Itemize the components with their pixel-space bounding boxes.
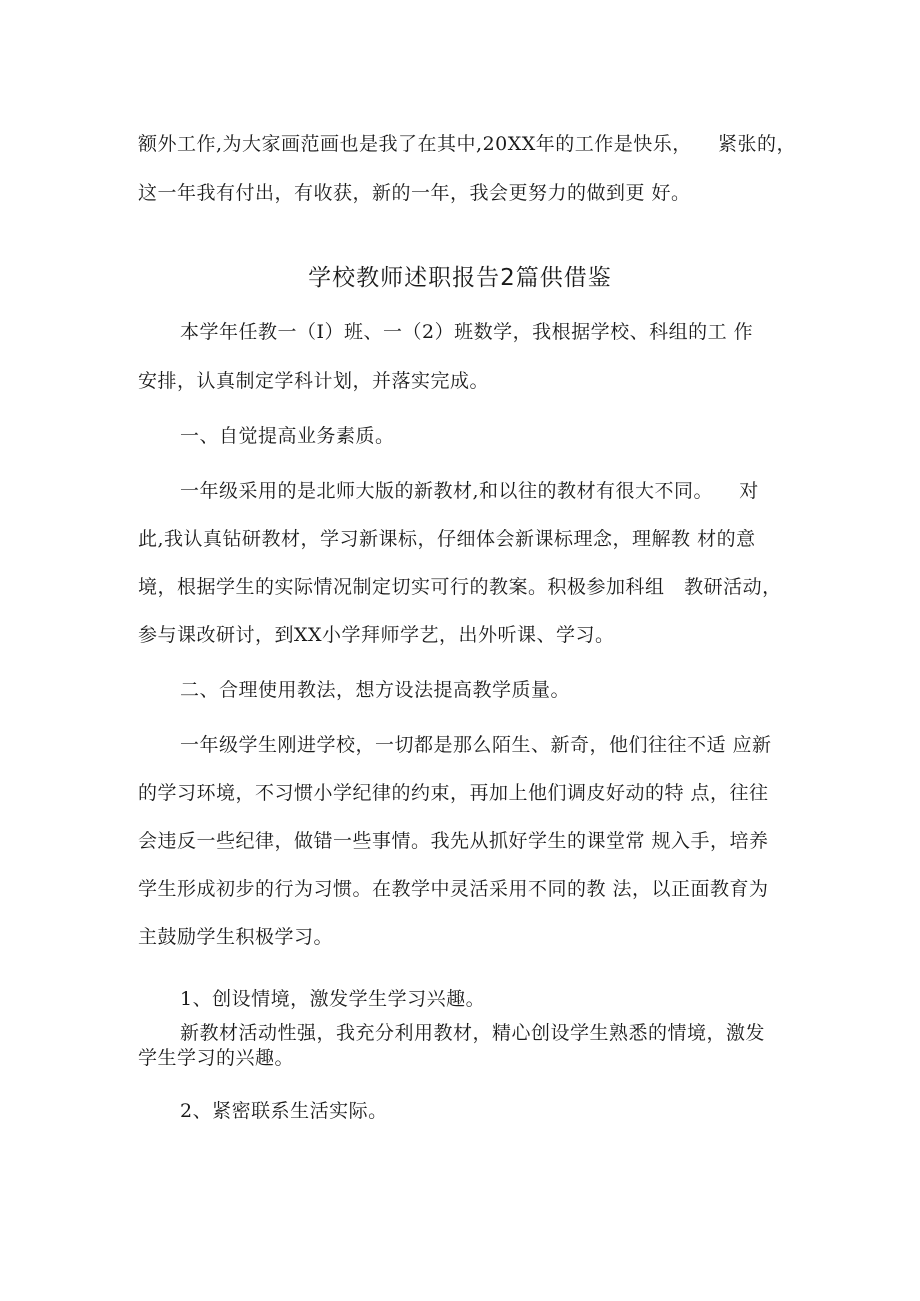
paragraph-line: 参与课改研讨，到XX小学拜师学艺，出外听课、学习。 xyxy=(138,624,615,646)
paragraph-line: 一年级采用的是北师大版的新教材,和以往的教材有很大不同。 对 xyxy=(180,480,759,502)
paragraph-line: 新教材活动性强，我充分利用教材，精心创设学生熟悉的情境，激发 xyxy=(180,1022,766,1044)
paragraph-line: 主鼓励学生积极学习。 xyxy=(138,926,334,948)
document-title: 学校教师述职报告2篇供借鉴 xyxy=(308,265,612,291)
section-heading: 二、合理使用教法，想方设法提高教学质量。 xyxy=(180,679,571,701)
paragraph-line: 一年级学生刚进学校，一切都是那么陌生、新奇，他们往往不适 应新 xyxy=(180,734,772,756)
text-line: 额外工作,为大家画范画也是我了在其中,20XX年的工作是快乐， 紧张的， xyxy=(138,133,796,155)
paragraph-line: 学生形成初步的行为习惯。在教学中灵活采用不同的教 法，以正面教育为 xyxy=(138,878,769,900)
paragraph-line: 境，根据学生的实际情况制定切实可行的教案。积极参加科组 教研活动， xyxy=(138,576,782,598)
paragraph-line: 安排，认真制定学科计划，并落实完成。 xyxy=(138,370,490,392)
paragraph-line: 本学年任教一（I）班、一（2）班数学，我根据学校、科组的工 作 xyxy=(180,321,754,343)
paragraph-line: 学生学习的兴趣。 xyxy=(138,1047,295,1069)
paragraph-line: 会违反一些纪律，做错一些事情。我先从抓好学生的课堂常 规入手，培养 xyxy=(138,830,769,852)
subsection-heading: 2、紧密联系生活实际。 xyxy=(180,1100,388,1122)
section-heading: 一、自觉提高业务素质。 xyxy=(180,425,395,447)
subsection-heading: 1、创设情境，激发学生学习兴趣。 xyxy=(180,988,486,1010)
paragraph-line: 的学习环境，不习惯小学纪律的约束，再加上他们调皮好动的特 点，往往 xyxy=(138,782,769,804)
paragraph-line: 此,我认真钻研教材，学习新课标，仔细体会新课标理念，理解教 材的意 xyxy=(138,528,756,550)
text-line: 这一年我有付出，有收获，新的一年，我会更努力的做到更 好。 xyxy=(138,182,691,204)
